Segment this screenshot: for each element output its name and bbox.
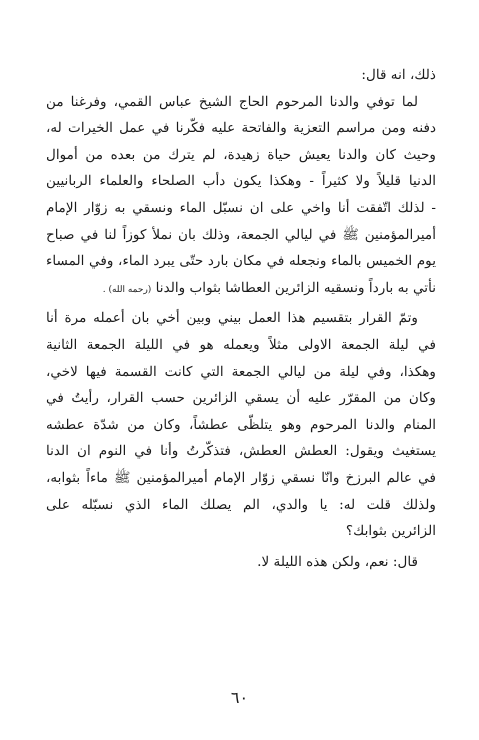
text-line: دفنه ومن مراسم التعزية والفاتحة عليه فكّرنا في عمل الخيرات له،	[46, 120, 436, 137]
text-line: وكان من المقرّر عليه أن يسقي الزائرين حسب القرار، رأيتُ في	[46, 390, 436, 407]
text-line: وتمّ القرار بتقسيم هذا العمل بيني وبين أخي بان أعمله مرة أنا	[46, 310, 418, 327]
text-line: الزائرين بثوابك؟	[345, 523, 436, 540]
text-line: المنام والدنا المرحوم وهو يتلظّى عطشاً، وكان من شدّة عطشه	[46, 416, 436, 433]
text-line: يستغيث ويقول: العطش العطش، فتذكّرتُ وأنا في النوم ان الدنا	[46, 443, 436, 460]
honorific-note: (رحمه الله) .	[102, 284, 152, 295]
text-line: الدنيا قليلاً ولا كثيراً - وهكذا يكون دأب الصلحاء والعلماء الربانيين	[46, 173, 436, 190]
text-line: أميرالمؤمنين ﷺ في ليالي الجمعة، وذلك بان نملأ كوزاً لنا في صباح	[46, 226, 436, 243]
text-line	[46, 275, 436, 302]
text-line: قال: نعم، ولكن هذه الليلة لا.	[257, 553, 418, 570]
page-number: ٦٠	[230, 688, 249, 707]
text-line: في ليلة الجمعة الاولى مثلاً ويعمله هو في الليلة الجمعة الثانية	[46, 336, 436, 353]
text-line: وحيث كان والدنا يعيش حياة زهيدة، لم يترك من بعده من أموال	[46, 146, 436, 163]
text-line: في عالم البرزخ وانّا نسقي زوّار الإمام أميرالمؤمنين ﷺ ماءاً بثوابه،	[46, 469, 436, 486]
text-line: - لذلك اتّفقت أنا واخي على ان نسبّل الماء ونسقي به زوّار الإمام	[46, 199, 436, 216]
text-line: ولذلك قلت له: يا والدي، الم يصلك الماء الذي نسبّله على	[46, 496, 436, 513]
text-line: ذلك، انه قال:	[361, 67, 436, 83]
text-line: وهكذا، وفي ليلة من ليالي الجمعة التي كانت القسمة فيها لاخي،	[46, 363, 436, 380]
text-line: يوم الخميس بالماء ونجعله في مكان بارد حتّى يبرد الماء، وفي المساء	[46, 253, 436, 270]
body-text	[46, 62, 436, 575]
text-line-content: نأتي به بارداً ونسقيه الزائرين العطاشا بثواب والدنا	[155, 279, 436, 296]
text-line: لما توفي والدنا المرحوم الحاج الشيخ عباس القمي، وفرغنا من	[46, 93, 418, 110]
